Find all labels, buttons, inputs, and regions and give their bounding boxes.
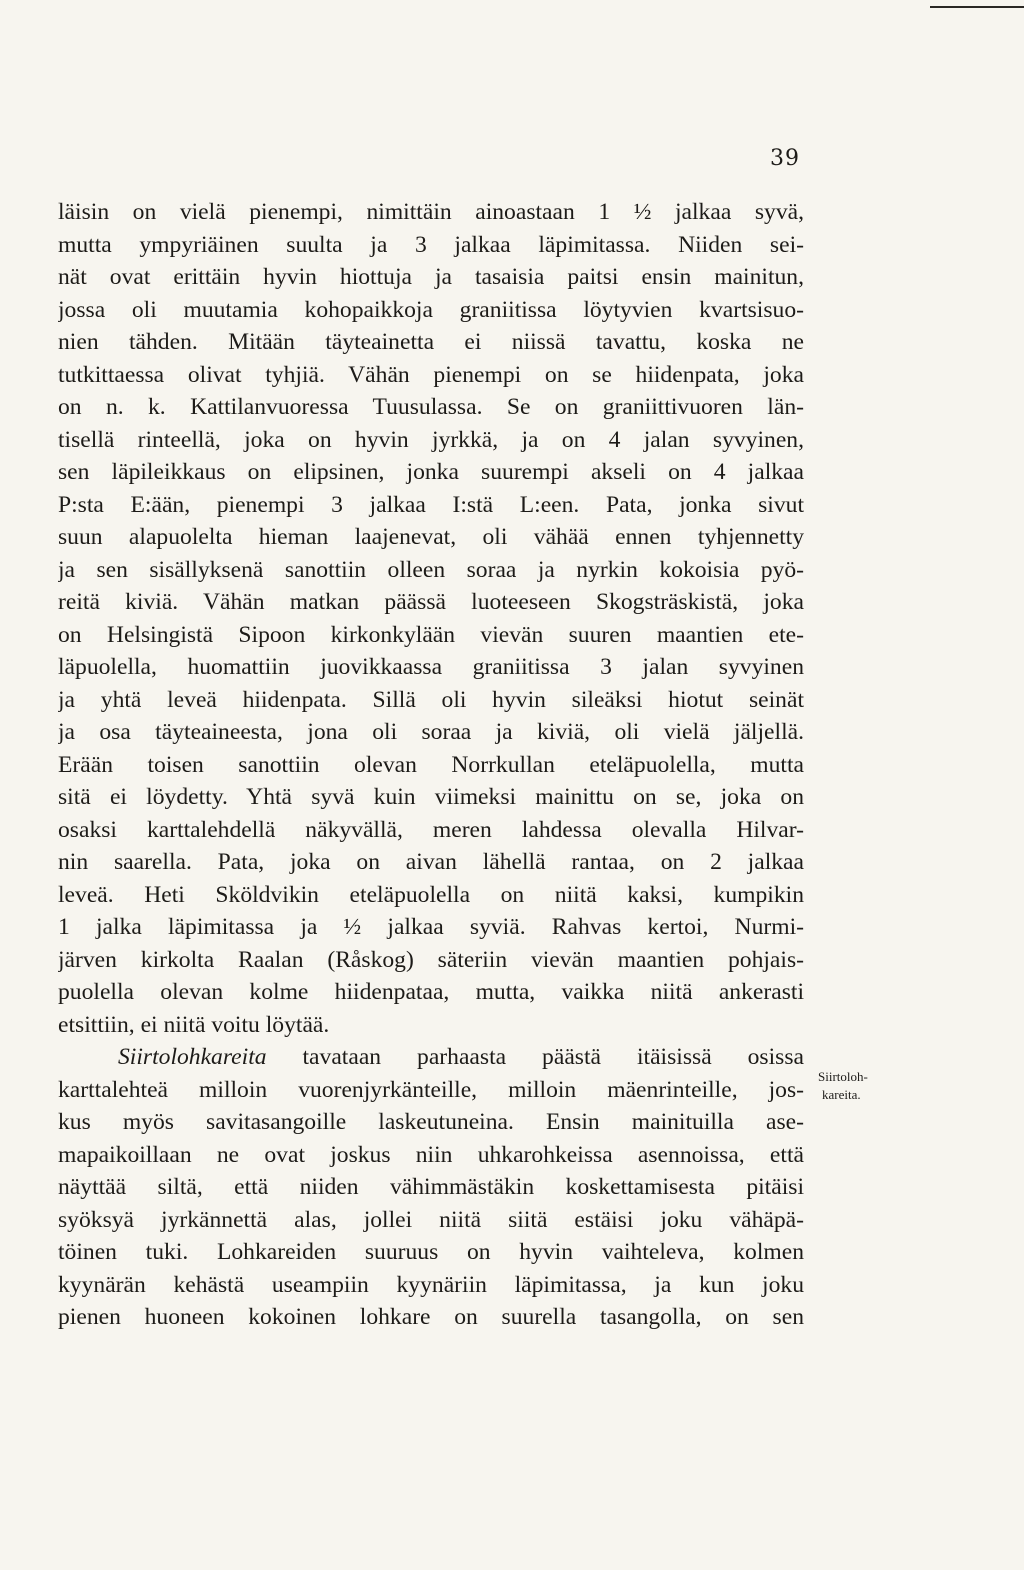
text-line: ja osa täyteaineesta, jona oli soraa ja kiviä, oli vielä jäljellä. (58, 719, 804, 745)
text-line: kyynärän kehästä useampiin kyynäriin läpimitassa, ja kun joku (58, 1271, 804, 1298)
text-line: suun alapuolelta hieman laajenevat, oli vähää ennen tyhjennetty (58, 524, 804, 550)
text-line: on Helsingistä Sipoon kirkonkylään vievän suuren maantien ete- (58, 621, 804, 648)
text-line: leveä. Heti Sköldvikin eteläpuolella on niitä kaksi, kumpikin (58, 881, 804, 908)
text-line: jossa oli muutamia kohopaikkoja graniitissa löytyvien kvartsisuo- (58, 296, 804, 323)
paragraph-2-first-line (58, 1041, 804, 1074)
text-line: ja yhtä leveä hiidenpata. Sillä oli hyvin sileäksi hiotut seinät (58, 686, 804, 713)
text-line: sitä ei löydetty. Yhtä syvä kuin viimeksi mainittu on se, joka on (58, 784, 804, 810)
text-line: ja sen sisällyksenä sanottiin olleen soraa ja nyrkin kokoisia pyö- (58, 556, 804, 583)
margin-note (818, 1068, 898, 1104)
text-line: näyttää siltä, että niiden vähimmästäkin koskettamisesta pitäisi (58, 1174, 804, 1200)
text-line: nät ovat erittäin hyvin hiottuja ja tasaisia paitsi ensin mainitun, (58, 264, 804, 290)
text-line-rest: tavataan parhaasta päästä itäisissä osissa (266, 1044, 804, 1070)
text-line: nin saarella. Pata, joka on aivan lähellä rantaa, on 2 jalkaa (58, 849, 804, 875)
text-line: etsittiin, ei niitä voitu löytää. (58, 1011, 330, 1038)
text-line: puolella olevan kolme hiidenpataa, mutta, vaikka niitä ankerasti (58, 979, 804, 1005)
text-line: mutta ympyriäinen suulta ja 3 jalkaa läpimitassa. Niiden sei- (58, 231, 804, 258)
text-line: nien tähden. Mitään täyteainetta ei niissä tavattu, koska ne (58, 329, 804, 355)
text-line: tutkittaessa olivat tyhjiä. Vähän pienempi on se hiidenpata, joka (58, 361, 804, 388)
body-text (58, 196, 804, 1334)
text-line: töinen tuki. Lohkareiden suuruus on hyvin vaihteleva, kolmen (58, 1239, 804, 1265)
text-line: karttalehteä milloin vuorenjyrkänteille, milloin mäenrinteille, jos- (58, 1076, 804, 1103)
page-number: 39 (770, 146, 800, 171)
text-line: sen läpileikkaus on elipsinen, jonka suurempi akseli on 4 jalkaa (58, 459, 804, 485)
margin-note-line: Siirtoloh- (818, 1069, 868, 1084)
text-line: P:sta E:ään, pienempi 3 jalkaa I:stä L:een. Pata, jonka sivut (58, 491, 804, 518)
margin-note-line: kareita. (822, 1087, 861, 1102)
text-line: läisin on vielä pienempi, nimittäin ainoastaan 1 ½ jalkaa syvä, (58, 199, 804, 225)
page-top-rule (930, 6, 1024, 8)
text-line: on n. k. Kattilanvuoressa Tuusulassa. Se on graniittivuoren län- (58, 394, 804, 420)
text-line: Erään toisen sanottiin olevan Norrkullan eteläpuolella, mutta (58, 751, 804, 778)
text-line: syöksyä jyrkännettä alas, jollei niitä siitä estäisi joku vähäpä- (58, 1206, 804, 1233)
text-line: läpuolella, huomattiin juovikkaassa graniitissa 3 jalan syvyinen (58, 654, 804, 680)
text-line: mapaikoillaan ne ovat joskus niin uhkarohkeissa asennoissa, että (58, 1141, 804, 1168)
text-line: reitä kiviä. Vähän matkan päässä luoteeseen Skogsträskistä, joka (58, 589, 804, 615)
text-line: järven kirkolta Raalan (Råskog) säteriin vievän maantien pohjais- (58, 946, 804, 973)
text-line: tisellä rinteellä, joka on hyvin jyrkkä, ja on 4 jalan syvyinen, (58, 426, 804, 453)
text-line: 1 jalka läpimitassa ja ½ jalkaa syviä. Rahvas kertoi, Nurmi- (58, 914, 804, 940)
text-line: osaksi karttalehdellä näkyvällä, meren lahdessa olevalla Hilvar- (58, 816, 804, 843)
text-line: pienen huoneen kokoinen lohkare on suurella tasangolla, on sen (58, 1304, 804, 1330)
italic-term: Siirtolohkareita (118, 1044, 267, 1070)
text-line: kus myös savitasangoille laskeutuneina. Ensin mainituilla ase- (58, 1109, 804, 1135)
